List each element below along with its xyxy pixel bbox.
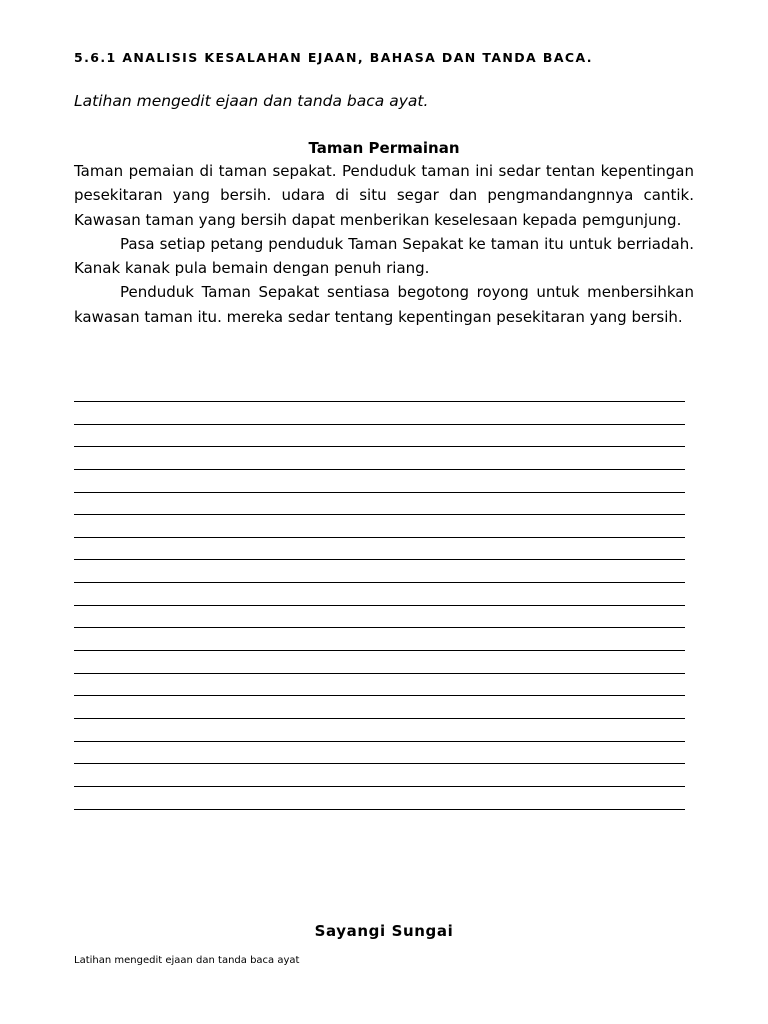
answer-line[interactable]	[74, 627, 685, 628]
answer-line[interactable]	[74, 718, 685, 719]
answer-line[interactable]	[74, 537, 685, 538]
answer-line[interactable]	[74, 469, 685, 470]
answer-line[interactable]	[74, 809, 685, 810]
answer-line[interactable]	[74, 605, 685, 606]
answer-line[interactable]	[74, 582, 685, 583]
answer-line[interactable]	[74, 401, 685, 402]
answer-line[interactable]	[74, 741, 685, 742]
passage-paragraph: Taman pemaian di taman sepakat. Penduduk taman ini sedar tentan kepentingan pesekitaran yang bersih. udara di situ segar dan pengmandangnnya cantik. Kawasan taman yang bersih dapat menberikan keselesaan kepada pemgunjung.	[74, 162, 694, 229]
answer-line[interactable]	[74, 559, 685, 560]
answer-line[interactable]	[74, 446, 685, 447]
exercise-instruction: Latihan mengedit ejaan dan tanda baca ayat.	[74, 92, 429, 110]
section-heading: 5.6.1 ANALISIS KESALAHAN EJAAN, BAHASA DAN TANDA BACA.	[74, 50, 593, 65]
passage-paragraph: Pasa setiap petang penduduk Taman Sepakat ke taman itu untuk berriadah. Kanak kanak pula bemain dengan penuh riang.	[74, 234, 694, 278]
answer-line[interactable]	[74, 786, 685, 787]
answer-line[interactable]	[74, 695, 685, 696]
answer-line[interactable]	[74, 492, 685, 493]
page-footer: Latihan mengedit ejaan dan tanda baca ayat	[74, 955, 300, 966]
passage-paragraph: Penduduk Taman Sepakat sentiasa begotong royong untuk menbersihkan kawasan taman itu. mereka sedar tentang kepentingan pesekitaran yang bersih.	[74, 283, 694, 326]
answer-line[interactable]	[74, 763, 685, 764]
answer-line[interactable]	[74, 673, 685, 674]
passage-title: Taman Permainan	[308, 139, 460, 157]
passage-body	[74, 159, 694, 329]
answer-line[interactable]	[74, 650, 685, 651]
answer-lines	[74, 401, 685, 831]
answer-line[interactable]	[74, 514, 685, 515]
next-passage-title: Sayangi Sungai	[314, 922, 454, 940]
answer-line[interactable]	[74, 424, 685, 425]
